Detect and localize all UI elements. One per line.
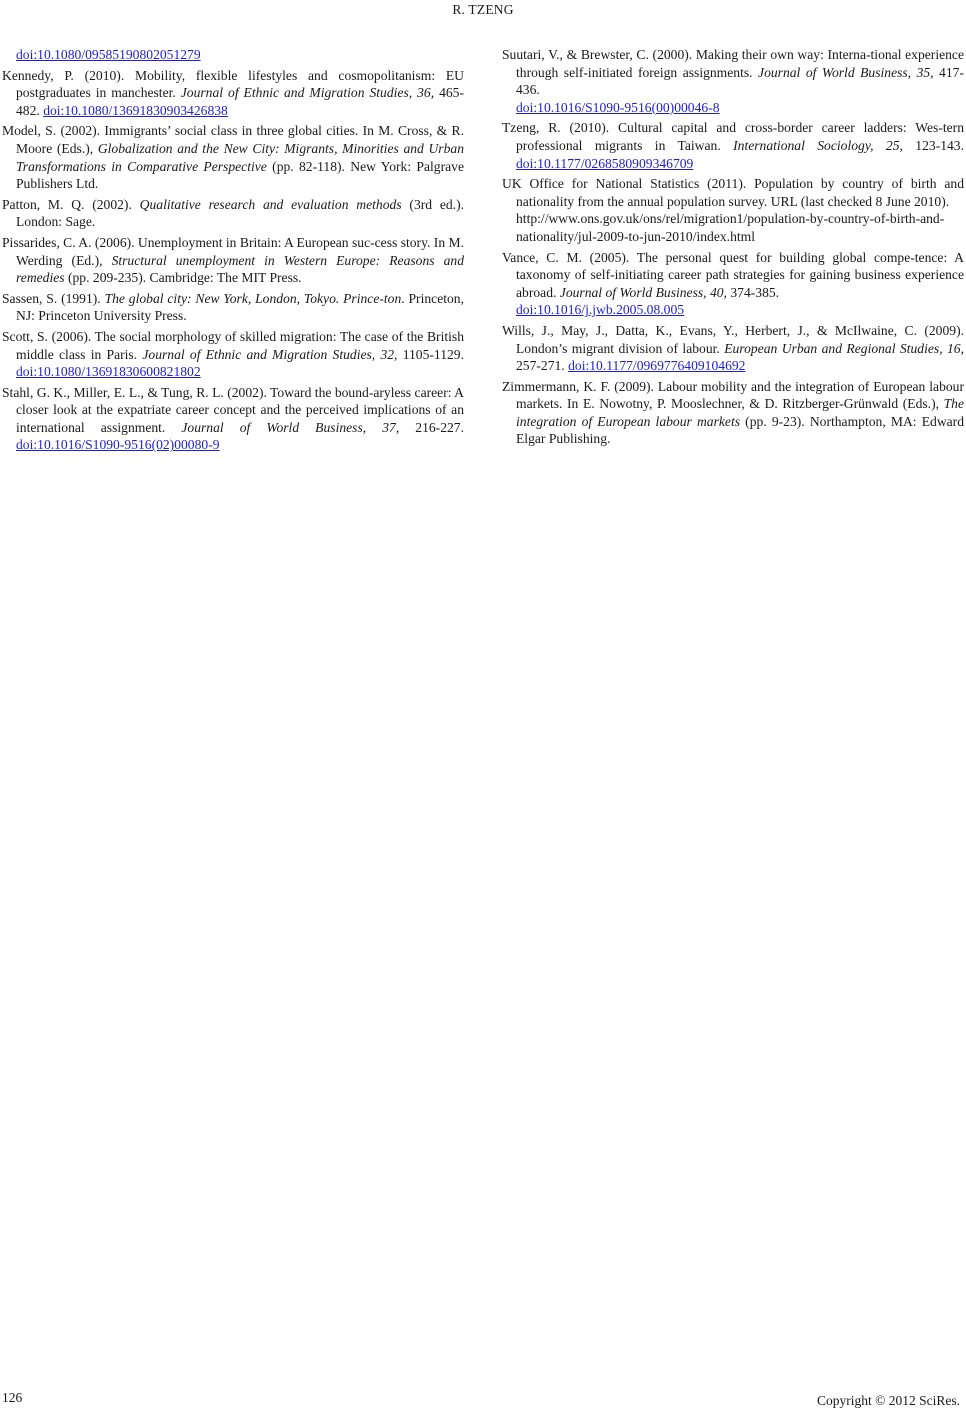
reference-entry <box>2 290 464 325</box>
reference-text: Zimmermann, K. F. (2009). Labour mobility and the integration of European labour markets. In E. Nowotny, P. Mooslechner, & D. Ritzberger-Grünwald (Eds.), <box>502 378 964 412</box>
reference-text: Sassen, S. (1991). <box>2 290 105 306</box>
reference-text: 216-227. <box>399 419 464 435</box>
reference-title-italic: International Sociology, 25, <box>733 137 903 153</box>
doi-link[interactable]: doi:10.1177/0268580909346709 <box>516 155 694 171</box>
doi-link[interactable]: doi:10.1080/09585190802051279 <box>16 47 201 62</box>
reference-entry <box>2 234 464 287</box>
reference-entry <box>502 249 964 319</box>
reference-title-italic: European Urban and Regional Studies, 16, <box>724 340 964 356</box>
reference-entry <box>502 175 964 245</box>
reference-text: Model, S. (2002). Immigrants’ social class in three global cities. In M. Cross, & R. Moore (Eds.), <box>2 123 464 156</box>
running-head: R. TZENG <box>452 2 514 17</box>
reference-title-italic: Journal of World Business, 37, <box>181 419 400 435</box>
references-left-column <box>2 46 464 457</box>
reference-text: 465-482. <box>16 85 464 118</box>
reference-text: Suutari, V., & Brewster, C. (2000). Making their own way: Interna-tional experience through self-initiated foreign assignments. <box>502 47 964 80</box>
copyright-notice: Copyright © 2012 SciRes. <box>816 1393 960 1408</box>
reference-text: Patton, M. Q. (2002). <box>2 196 140 212</box>
reference-title-italic: Journal of Ethnic and Migration Studies, 36, <box>180 85 435 101</box>
reference-text: Pissarides, C. A. (2006). Unemployment in Britain: A European suc-cess story. In M. Werding (Ed.), <box>2 234 465 268</box>
reference-entry <box>502 322 964 375</box>
doi-link[interactable]: doi:10.1016/S1090-9516(00)00046-8 <box>516 99 720 115</box>
reference-text: 374-385. <box>726 284 780 300</box>
reference-entry <box>2 67 464 120</box>
reference-title-italic: The global city: New York, London, Tokyo. Prince-ton <box>104 290 402 306</box>
reference-title-italic: Journal of World Business, 40, <box>559 284 727 300</box>
reference-text: 257-271. <box>516 358 569 374</box>
reference-entry <box>2 122 464 192</box>
reference-text: (pp. 9-23). Northampton, MA: Edward Elgar Publishing. <box>516 413 964 447</box>
doi-link[interactable]: doi:10.1080/13691830903426838 <box>43 102 228 118</box>
reference-text: Vance, C. M. (2005). The personal quest for building global compe-tence: A taxonomy of self-initiating career path strategies for gaining business experience abroad. <box>502 249 964 300</box>
reference-text: Stahl, G. K., Miller, E. L., & Tung, R. L. (2002). Toward the bound-aryless career: A closer look at the expatriate career concept and the perceived implications of an international assignment. <box>2 384 464 435</box>
reference-title-italic: The integration of European labour markets <box>516 396 964 429</box>
reference-title-italic: Globalization and the New City: Migrants, Minorities and Urban Transformations in Comparative Perspective <box>16 140 464 174</box>
reference-title-italic: Qualitative research and evaluation methods <box>139 196 402 212</box>
doi-link[interactable]: doi:10.1016/S1090-9516(02)00080-9 <box>16 437 220 453</box>
doi-link[interactable]: doi:10.1016/j.jwb.2005.08.005 <box>516 302 685 318</box>
reference-title-italic: Journal of World Business, 35, <box>758 64 934 80</box>
doi-link[interactable]: doi:10.1080/13691830600821802 <box>16 364 201 380</box>
reference-text: Tzeng, R. (2010). Cultural capital and cross-border career ladders: Wes-tern professional migrants in Taiwan. <box>502 120 964 153</box>
page-number: 126 <box>2 1390 23 1405</box>
reference-text: http://www.ons.gov.uk/ons/rel/migration1/population-by-country-of-birth-and-nationality/jul-2009-to-jun-2010/index.html <box>516 211 945 244</box>
reference-text: (pp. 82-118). New York: Palgrave Publishers Ltd. <box>16 158 464 192</box>
reference-text: (pp. 209-235). Cambridge: The MIT Press. <box>64 270 302 286</box>
reference-text: UK Office for National Statistics (2011). Population by country of birth and nationality from the annual population survey. URL (last checked 8 June 2010). <box>502 176 964 209</box>
reference-entry <box>502 46 964 116</box>
reference-text: 123-143. <box>902 137 965 153</box>
reference-text: Wills, J., May, J., Datta, K., Evans, Y., Herbert, J., & McIlwaine, C. (2009). London’s migrant division of labour. <box>502 322 964 356</box>
reference-entry <box>502 119 964 172</box>
reference-title-italic: Structural unemployment in Western Europe: Reasons and remedies <box>16 252 464 286</box>
reference-text: 417-436. <box>516 64 964 98</box>
reference-text: . Princeton, NJ: Princeton University Press. <box>16 290 464 324</box>
reference-text: 1105-1129. <box>397 346 465 362</box>
reference-text: Scott, S. (2006). The social morphology of skilled migration: The case of the British middle class in Paris. <box>2 328 464 362</box>
reference-text: (3rd ed.). London: Sage. <box>16 196 465 230</box>
reference-text: Kennedy, P. (2010). Mobility, flexible lifestyles and cosmopolitanism: EU postgraduates in manchester. <box>2 67 464 101</box>
reference-entry <box>502 378 964 448</box>
reference-entry <box>2 46 464 64</box>
reference-entry <box>2 196 464 231</box>
doi-link[interactable]: doi:10.1177/0969776409104692 <box>568 358 746 374</box>
reference-entry <box>2 328 464 381</box>
references-right-column <box>502 46 964 451</box>
reference-title-italic: Journal of Ethnic and Migration Studies, 32, <box>142 346 398 362</box>
reference-entry <box>2 384 464 454</box>
